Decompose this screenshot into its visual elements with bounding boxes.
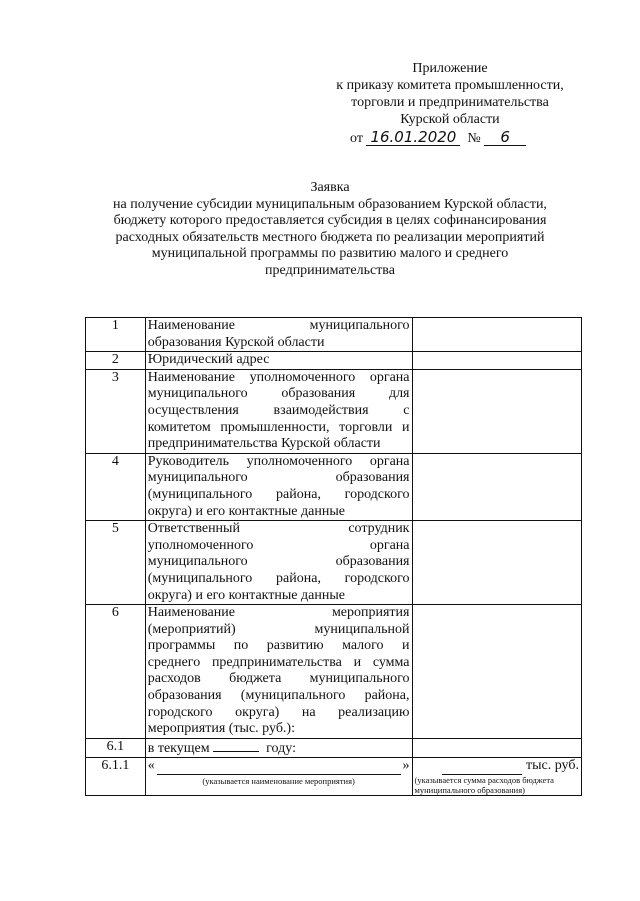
close-quote: » xyxy=(402,758,410,774)
row-value-cell[interactable] xyxy=(412,352,582,370)
description-line: уполномоченного органа xyxy=(147,537,410,553)
open-quote: « xyxy=(147,758,155,774)
description-line: комитетом промышленности, торговли и xyxy=(147,419,410,435)
row-value-cell[interactable] xyxy=(412,318,582,352)
description-line: Наименование уполномоченного органа xyxy=(147,369,410,385)
handwritten-number: 6 xyxy=(484,129,526,146)
event-caption: (указывается наименование мероприятия) xyxy=(202,776,355,787)
appendix-line: к приказу комитета промышленности, xyxy=(336,78,564,93)
appendix-block xyxy=(300,60,600,128)
appendix-line: торговли и предпринимательства xyxy=(351,95,549,110)
description-line: мероприятия (тыс. руб.): xyxy=(147,721,295,737)
description-line: расходов бюджета муниципального xyxy=(147,671,410,687)
title-heading: Заявка xyxy=(310,180,350,195)
table-row-6-1 xyxy=(86,738,582,758)
appendix-line: Курской области xyxy=(400,112,500,127)
description-line: осуществления взаимодействия с xyxy=(147,402,410,418)
date-prefix: от xyxy=(350,131,363,146)
order-date-line xyxy=(350,129,526,149)
current-year-prefix: в текущем xyxy=(147,740,210,756)
row-number: 1 xyxy=(86,318,146,352)
event-name-line[interactable] xyxy=(148,758,410,775)
row-value-cell[interactable] xyxy=(412,738,582,758)
description-line: Наименование муниципального xyxy=(147,318,410,333)
row-description xyxy=(145,738,412,758)
description-line: (мероприятий) муниципальной xyxy=(147,621,410,637)
description-line: муниципального образования для xyxy=(147,386,410,402)
row-description xyxy=(145,318,412,352)
year-blank-field[interactable] xyxy=(213,739,259,752)
row-number: 6.1 xyxy=(86,738,146,758)
sum-caption: (указывается сумма расходов бюджета муниципального образования) xyxy=(414,775,554,796)
description-line: (муниципального района, городского xyxy=(147,570,410,586)
sum-line[interactable] xyxy=(415,758,580,775)
application-form-table xyxy=(85,317,582,796)
row-value-cell[interactable] xyxy=(412,369,582,453)
description-line: Наименование мероприятия xyxy=(147,605,410,621)
description-line: среднего предпринимательства и сумма xyxy=(147,654,410,670)
description-line: округа) и его контактные данные xyxy=(147,503,345,519)
description-line: образования Курской области xyxy=(147,334,325,350)
title-line: на получение субсидии муниципальным образованием Курской области, xyxy=(113,196,547,212)
row-description xyxy=(145,605,412,739)
table-row xyxy=(86,318,582,352)
description-line: образования (муниципального района, xyxy=(147,688,410,704)
description-line: предпринимательства Курской области xyxy=(147,436,381,452)
appendix-title: Приложение xyxy=(412,61,488,76)
title-line: расходных обязательств местного бюджета по реализации мероприятий xyxy=(115,229,545,245)
row-description xyxy=(145,521,412,605)
description-line: Юридический адрес xyxy=(147,352,270,368)
table-row xyxy=(86,521,582,605)
sum-unit: тыс. руб. xyxy=(526,758,579,774)
row-number: 6 xyxy=(86,605,146,739)
number-prefix: № xyxy=(467,131,481,146)
table-row-6-1-1 xyxy=(86,758,582,796)
description-line: муниципального образования xyxy=(147,470,410,486)
description-line: городского округа) на реализацию xyxy=(147,704,410,720)
sum-blank[interactable] xyxy=(442,761,522,775)
row-description xyxy=(145,369,412,453)
table-row xyxy=(86,605,582,739)
title-line: муниципальной программы по развитию малого и среднего xyxy=(151,246,509,262)
row-description xyxy=(145,453,412,520)
title-line: предпринимательства xyxy=(265,262,395,278)
row-number: 4 xyxy=(86,453,146,520)
table-row xyxy=(86,369,582,453)
row-number: 6.1.1 xyxy=(86,758,146,796)
description-line: округа) и его контактные данные xyxy=(147,587,345,603)
row-number: 5 xyxy=(86,521,146,605)
description-line: программы по развитию малого и xyxy=(147,638,410,654)
handwritten-date: 16.01.2020 xyxy=(366,129,460,146)
description-line: Руководитель уполномоченного органа xyxy=(147,453,410,469)
row-value-cell[interactable] xyxy=(412,605,582,739)
row-value-cell[interactable] xyxy=(412,521,582,605)
table-row xyxy=(86,352,582,370)
title-line: бюджету которого предоставляется субсидия в целях софинансирования xyxy=(113,213,547,229)
row-description xyxy=(145,758,412,796)
row-number: 2 xyxy=(86,352,146,370)
table-row xyxy=(86,453,582,520)
current-year-suffix: году: xyxy=(266,740,296,756)
description-line: (муниципального района, городского xyxy=(147,486,410,502)
row-description xyxy=(145,352,412,370)
event-name-blank[interactable] xyxy=(157,761,401,775)
row-value-cell xyxy=(412,758,582,796)
description-line: Ответственный сотрудник xyxy=(147,521,410,537)
application-title xyxy=(70,180,590,280)
description-line: муниципального образования xyxy=(147,554,410,570)
row-value-cell[interactable] xyxy=(412,453,582,520)
row-number: 3 xyxy=(86,369,146,453)
